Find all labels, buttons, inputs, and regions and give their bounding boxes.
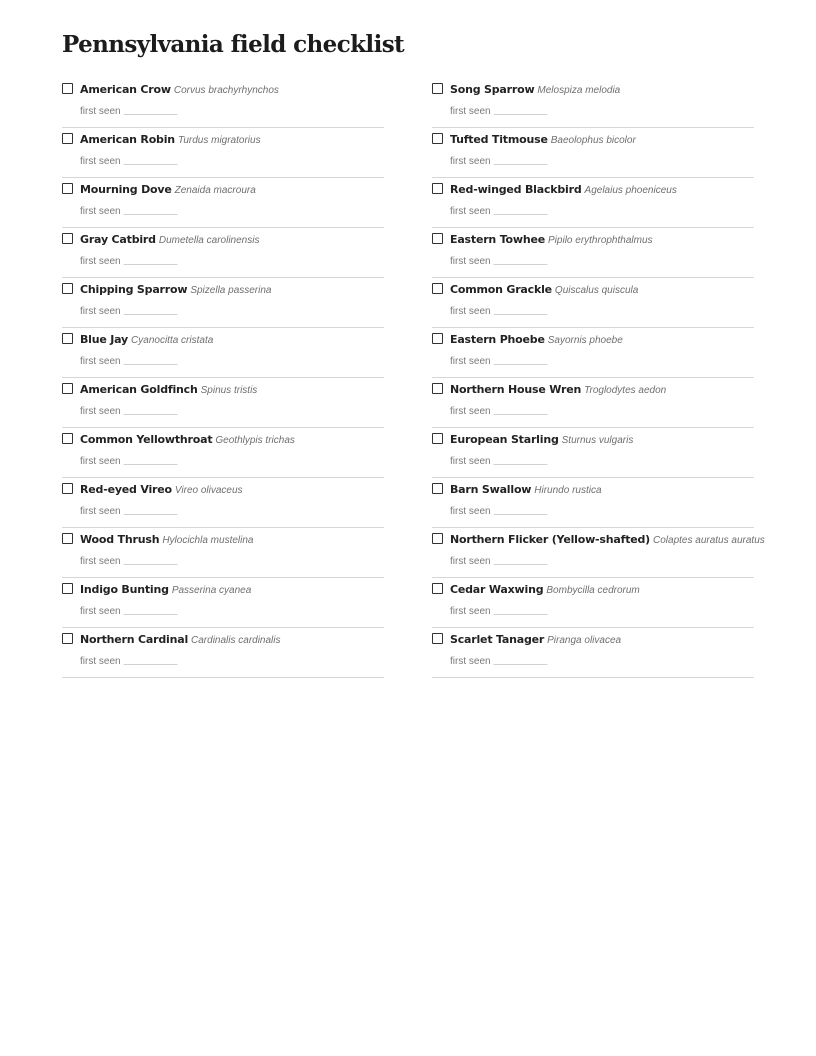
common-name: Scarlet Tanager: [450, 633, 545, 646]
common-name: Cedar Waxwing: [450, 583, 544, 596]
species-checkbox[interactable]: [432, 283, 443, 294]
species-name-line: [80, 382, 257, 398]
checklist-item: [432, 378, 754, 428]
first-seen-line: [80, 453, 176, 469]
first-seen-label: first seen: [450, 256, 491, 267]
first-seen-blank: ____________: [493, 607, 547, 617]
common-name: Song Sparrow: [450, 83, 535, 96]
species-name-line: [80, 182, 256, 198]
scientific-name: Quiscalus quiscula: [554, 285, 639, 296]
first-seen-blank: ____________: [493, 657, 547, 667]
species-name-line: [450, 82, 620, 98]
first-seen-blank: ____________: [123, 407, 177, 417]
species-name-line: [450, 532, 765, 548]
common-name: Blue Jay: [80, 333, 129, 346]
first-seen-blank: ____________: [493, 257, 547, 267]
checklist-column-left: [62, 78, 384, 678]
checklist-column-right: [432, 78, 765, 678]
first-seen-line: [450, 653, 546, 669]
species-name-line: [80, 632, 281, 648]
first-seen-blank: ____________: [493, 457, 547, 467]
species-name-line: [80, 332, 213, 348]
first-seen-label: first seen: [80, 356, 121, 367]
first-seen-line: [450, 353, 546, 369]
first-seen-blank: ____________: [493, 407, 547, 417]
checklist-item: [62, 578, 384, 628]
first-seen-blank: ____________: [123, 257, 177, 267]
species-checkbox[interactable]: [62, 433, 73, 444]
checklist-item: [432, 78, 754, 128]
scientific-name: Bombycilla cedrorum: [546, 585, 640, 596]
first-seen-line: [80, 103, 176, 119]
checklist-item: [432, 578, 754, 628]
species-checkbox[interactable]: [62, 333, 73, 344]
scientific-name: Spizella passerina: [190, 285, 272, 296]
checklist-item: [432, 478, 754, 528]
first-seen-blank: ____________: [493, 207, 547, 217]
first-seen-label: first seen: [80, 506, 121, 517]
common-name: Gray Catbird: [80, 233, 156, 246]
species-checkbox[interactable]: [432, 83, 443, 94]
first-seen-line: [80, 353, 176, 369]
first-seen-blank: ____________: [123, 557, 177, 567]
common-name: Common Grackle: [450, 283, 552, 296]
scientific-name: Turdus migratorius: [177, 135, 261, 146]
first-seen-blank: ____________: [123, 307, 177, 317]
first-seen-line: [80, 203, 176, 219]
checklist-item: [62, 178, 384, 228]
species-checkbox[interactable]: [62, 233, 73, 244]
species-name-line: [80, 432, 295, 448]
species-checkbox[interactable]: [432, 333, 443, 344]
first-seen-blank: ____________: [493, 557, 547, 567]
first-seen-label: first seen: [450, 556, 491, 567]
first-seen-label: first seen: [80, 106, 121, 117]
species-name-line: [450, 232, 653, 248]
species-checkbox[interactable]: [432, 183, 443, 194]
common-name: American Goldfinch: [80, 383, 198, 396]
scientific-name: Hirundo rustica: [534, 485, 602, 496]
common-name: Common Yellowthroat: [80, 433, 213, 446]
common-name: Chipping Sparrow: [80, 283, 188, 296]
common-name: Red-eyed Vireo: [80, 483, 172, 496]
checklist-item: [62, 428, 384, 478]
scientific-name: Spinus tristis: [200, 385, 258, 396]
common-name: Barn Swallow: [450, 483, 532, 496]
first-seen-line: [450, 453, 546, 469]
first-seen-line: [450, 403, 546, 419]
species-checkbox[interactable]: [62, 83, 73, 94]
first-seen-label: first seen: [80, 556, 121, 567]
species-checkbox[interactable]: [62, 583, 73, 594]
first-seen-line: [80, 153, 176, 169]
first-seen-line: [450, 203, 546, 219]
first-seen-label: first seen: [80, 456, 121, 467]
first-seen-label: first seen: [80, 606, 121, 617]
first-seen-line: [450, 253, 546, 269]
first-seen-blank: ____________: [493, 107, 547, 117]
checklist-item: [432, 528, 765, 578]
scientific-name: Hylocichla mustelina: [162, 535, 254, 546]
checklist-item: [62, 78, 384, 128]
scientific-name: Melospiza melodia: [537, 85, 621, 96]
scientific-name: Pipilo erythrophthalmus: [548, 235, 653, 246]
first-seen-label: first seen: [80, 656, 121, 667]
first-seen-label: first seen: [80, 156, 121, 167]
species-name-line: [450, 582, 640, 598]
first-seen-blank: ____________: [123, 107, 177, 117]
checklist-item: [432, 328, 754, 378]
first-seen-line: [450, 303, 546, 319]
first-seen-line: [80, 253, 176, 269]
species-name-line: [80, 532, 253, 548]
first-seen-label: first seen: [80, 406, 121, 417]
first-seen-label: first seen: [80, 206, 121, 217]
species-name-line: [80, 232, 259, 248]
checklist-item: [432, 278, 754, 328]
first-seen-label: first seen: [450, 356, 491, 367]
scientific-name: Passerina cyanea: [171, 585, 252, 596]
common-name: Northern House Wren: [450, 383, 582, 396]
common-name: American Crow: [80, 83, 171, 96]
species-name-line: [450, 182, 677, 198]
first-seen-line: [80, 553, 176, 569]
scientific-name: Baeolophus bicolor: [550, 135, 636, 146]
common-name: Eastern Towhee: [450, 233, 546, 246]
first-seen-label: first seen: [80, 256, 121, 267]
checklist-item: [62, 128, 384, 178]
first-seen-label: first seen: [80, 306, 121, 317]
first-seen-blank: ____________: [123, 607, 177, 617]
species-checkbox[interactable]: [62, 383, 73, 394]
common-name: Wood Thrush: [80, 533, 160, 546]
first-seen-blank: ____________: [123, 207, 177, 217]
common-name: Northern Flicker (Yellow-shafted): [450, 533, 651, 546]
page-title: Pennsylvania field checklist: [62, 31, 405, 58]
common-name: European Starling: [450, 433, 559, 446]
species-checkbox[interactable]: [432, 583, 443, 594]
first-seen-label: first seen: [450, 656, 491, 667]
checklist-item: [432, 228, 754, 278]
first-seen-line: [450, 603, 546, 619]
first-seen-label: first seen: [450, 406, 491, 417]
species-checkbox[interactable]: [432, 533, 443, 544]
scientific-name: Colaptes auratus auratus: [653, 535, 765, 546]
first-seen-label: first seen: [450, 306, 491, 317]
first-seen-line: [450, 553, 546, 569]
common-name: Red-winged Blackbird: [450, 183, 582, 196]
scientific-name: Cardinalis cardinalis: [191, 635, 281, 646]
first-seen-label: first seen: [450, 156, 491, 167]
first-seen-line: [80, 653, 176, 669]
first-seen-blank: ____________: [493, 507, 547, 517]
scientific-name: Cyanocitta cristata: [131, 335, 214, 346]
species-checkbox[interactable]: [62, 183, 73, 194]
first-seen-line: [80, 303, 176, 319]
species-name-line: [450, 432, 633, 448]
species-name-line: [450, 282, 638, 298]
first-seen-blank: ____________: [123, 507, 177, 517]
scientific-name: Vireo olivaceus: [174, 485, 243, 496]
common-name: American Robin: [80, 133, 175, 146]
scientific-name: Sturnus vulgaris: [561, 435, 634, 446]
species-name-line: [80, 132, 261, 148]
first-seen-line: [450, 503, 546, 519]
checklist-item: [62, 328, 384, 378]
first-seen-blank: ____________: [493, 307, 547, 317]
first-seen-blank: ____________: [493, 157, 547, 167]
species-checkbox[interactable]: [62, 633, 73, 644]
species-checkbox[interactable]: [432, 433, 443, 444]
scientific-name: Troglodytes aedon: [584, 385, 667, 396]
scientific-name: Geothlypis trichas: [215, 435, 295, 446]
species-name-line: [450, 482, 602, 498]
species-name-line: [80, 482, 243, 498]
species-checkbox[interactable]: [62, 283, 73, 294]
first-seen-line: [450, 153, 546, 169]
species-name-line: [80, 582, 251, 598]
species-checkbox[interactable]: [432, 133, 443, 144]
species-name-line: [450, 132, 636, 148]
common-name: Tufted Titmouse: [450, 133, 548, 146]
checklist-item: [62, 228, 384, 278]
first-seen-label: first seen: [450, 456, 491, 467]
species-checkbox[interactable]: [432, 383, 443, 394]
checklist-item: [432, 428, 754, 478]
species-name-line: [80, 82, 279, 98]
species-checkbox[interactable]: [62, 533, 73, 544]
first-seen-blank: ____________: [123, 357, 177, 367]
checklist-item: [432, 128, 754, 178]
species-checkbox[interactable]: [432, 483, 443, 494]
first-seen-blank: ____________: [123, 157, 177, 167]
scientific-name: Zenaida macroura: [174, 185, 256, 196]
checklist-item: [62, 628, 384, 678]
species-name-line: [450, 382, 666, 398]
scientific-name: Piranga olivacea: [547, 635, 622, 646]
common-name: Northern Cardinal: [80, 633, 189, 646]
checklist-item: [62, 278, 384, 328]
checklist-item: [432, 178, 754, 228]
species-name-line: [80, 282, 272, 298]
checklist-item: [432, 628, 754, 678]
checklist-item: [62, 378, 384, 428]
first-seen-blank: ____________: [123, 657, 177, 667]
scientific-name: Dumetella carolinensis: [158, 235, 260, 246]
first-seen-label: first seen: [450, 206, 491, 217]
first-seen-line: [80, 503, 176, 519]
species-name-line: [450, 332, 623, 348]
common-name: Indigo Bunting: [80, 583, 169, 596]
first-seen-line: [450, 103, 546, 119]
first-seen-blank: ____________: [493, 357, 547, 367]
species-checkbox[interactable]: [432, 633, 443, 644]
species-checkbox[interactable]: [432, 233, 443, 244]
first-seen-line: [80, 403, 176, 419]
checklist-item: [62, 528, 384, 578]
species-name-line: [450, 632, 621, 648]
first-seen-label: first seen: [450, 606, 491, 617]
species-checkbox[interactable]: [62, 483, 73, 494]
first-seen-blank: ____________: [123, 457, 177, 467]
scientific-name: Corvus brachyrhynchos: [173, 85, 279, 96]
scientific-name: Sayornis phoebe: [547, 335, 623, 346]
first-seen-label: first seen: [450, 506, 491, 517]
checklist-item: [62, 478, 384, 528]
scientific-name: Agelaius phoeniceus: [584, 185, 677, 196]
first-seen-label: first seen: [450, 106, 491, 117]
first-seen-line: [80, 603, 176, 619]
common-name: Eastern Phoebe: [450, 333, 545, 346]
common-name: Mourning Dove: [80, 183, 172, 196]
species-checkbox[interactable]: [62, 133, 73, 144]
